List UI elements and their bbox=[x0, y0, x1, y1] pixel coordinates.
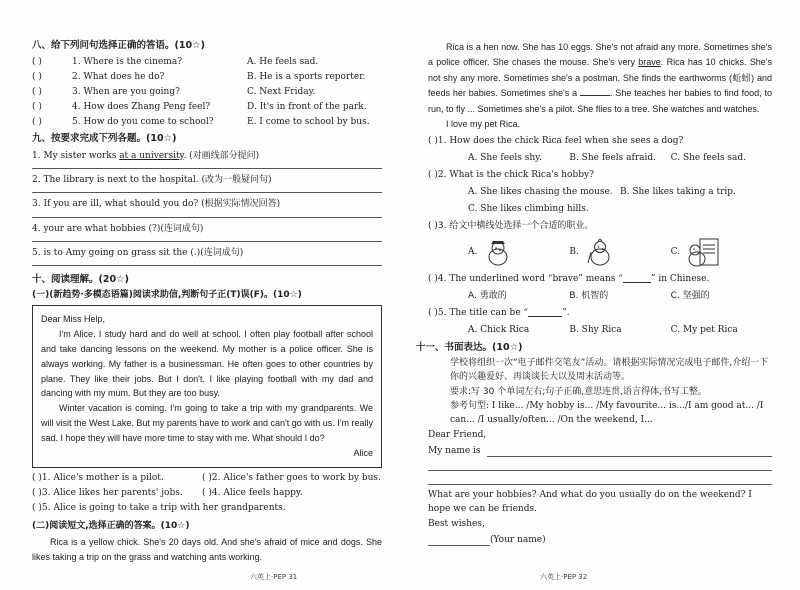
mcq-question-2: ( )2. What is the chick Rica's hobby? bbox=[428, 169, 594, 180]
mcq-question-1: ( )1. How does the chick Rica feel when she sees a dog? bbox=[428, 135, 684, 146]
matching-row: ( ) 3. When are you going? C. Next Friday. bbox=[32, 86, 316, 97]
page-footer-right: 六英上·PEP 32 bbox=[540, 573, 588, 582]
left-page bbox=[32, 40, 382, 566]
answer-line[interactable] bbox=[32, 168, 382, 169]
letter-signature: Alice bbox=[353, 447, 373, 458]
mcq-options-1: A. She feels shy. B. She feels afraid. C. She feels sad. bbox=[468, 152, 747, 163]
section-10-part1-title: (一)(新趋势·多模态语篇)阅读求助信,判断句子正(T)误(F)。(10☆) bbox=[32, 289, 302, 300]
section-8-title: 八、给下列问句选择正确的答语。(10☆) bbox=[32, 40, 205, 51]
page-footer-left: 六英上·PEP 31 bbox=[250, 573, 298, 582]
mcq-options-3-pictures bbox=[428, 235, 772, 271]
underlined-word-brave: brave bbox=[638, 57, 661, 68]
section-9-title: 九、按要求完成下列各题。(10☆) bbox=[32, 132, 177, 144]
writing-line[interactable] bbox=[428, 457, 772, 471]
answer-blank[interactable] bbox=[528, 309, 562, 317]
signature-row: (Your name) bbox=[428, 532, 772, 546]
matching-row: ( ) 5. How do you come to school? E. I come to school by bus. bbox=[32, 116, 370, 127]
answer-line[interactable] bbox=[32, 241, 382, 242]
right-page bbox=[416, 40, 773, 546]
s9-question-1: 1. My sister works at a university. (对画线部分提问) bbox=[32, 150, 260, 161]
my-name-row: My name is bbox=[428, 443, 772, 457]
mcq-question-5: ( )5. The title can be “ ”. bbox=[428, 307, 570, 318]
email-wishes: Best wishes, bbox=[428, 518, 485, 529]
rica-passage-end: I love my pet Rica. bbox=[446, 119, 521, 130]
mcq-options-4: A. 勇敢的 B. 机智的 C. 坚强的 bbox=[468, 290, 710, 301]
passage-blank[interactable] bbox=[580, 88, 610, 96]
answer-blank[interactable] bbox=[623, 275, 651, 283]
rica-passage-continued: Rica is a hen now. She has 10 eggs. She's not afraid any more. Sometimes she's a police officer. She chases the mouse. She's very brave. Rica has 10 chicks. She's not shy any more. Sometimes she's a postman. She finds the earthworms (蚯蚓) and feeds her babies. Sometimes she's a . She teaches her babies to find food, to run, to fly ... Sometimes she's a pilot. She flies to a tree. She watches and watches. bbox=[428, 42, 773, 114]
writing-sample-sentences: 参考句型: I like... /My hobby is... /My favourite... is.../I am good at... /I can... /I usually/often... /On the weekend, I... bbox=[450, 400, 764, 425]
mcq-options-2: A. She likes chasing the mouse. B. She likes taking a trip. bbox=[468, 186, 736, 197]
section-11 bbox=[416, 341, 772, 546]
option-a-picture[interactable]: A. bbox=[468, 238, 569, 268]
writing-instruction: 学校将组织一次“电子邮件交笔友”活动。请根据实际情况完成电子邮件,介绍一下你的兴趣爱好、再谈谈长大以及周末活动等。 bbox=[450, 357, 769, 382]
writing-line[interactable] bbox=[428, 471, 772, 485]
help-letter bbox=[32, 305, 382, 467]
email-closing-text: What are your hobbies? And what do you usually do on the weekend? I hope we can be friends. bbox=[428, 489, 752, 514]
writing-line[interactable] bbox=[487, 443, 772, 457]
s9-question-5: 5. is to Amy going on grass sit the (.)(连词成句) bbox=[32, 247, 244, 258]
matching-row: ( ) 1. Where is the cinema? A. He feels sad. bbox=[32, 56, 319, 67]
answer-line[interactable] bbox=[32, 217, 382, 218]
rica-passage-start: Rica is a yellow chick. She's 20 days old. And she's afraid of mice and dogs. She likes taking a trip on the grass and watching ants working. bbox=[32, 536, 382, 563]
email-greeting: Dear Friend, bbox=[428, 429, 487, 440]
police-officer-chick-icon bbox=[483, 238, 513, 268]
answer-line[interactable] bbox=[32, 192, 382, 193]
teacher-hen-icon bbox=[585, 238, 615, 268]
letter-paragraph: Winter vacation is coming. I'm going to take a trip with my grandparents. We will visit the West Lake. But my parents have to work and can't go with us. I'm really sad. I hope they will have more time to stay with me. What should I do? bbox=[41, 403, 373, 443]
section-8-rows bbox=[32, 55, 382, 130]
signature-line[interactable] bbox=[428, 532, 490, 546]
matching-row: ( ) 2. What does he do? B. He is a sports reporter. bbox=[32, 71, 366, 82]
mcq-question-3: ( )3. 给文中横线处选择一个合适的职业。 bbox=[428, 220, 594, 231]
option-b-picture[interactable]: B. bbox=[569, 238, 670, 268]
section-11-title: 十一、书面表达。(10☆) bbox=[416, 341, 523, 353]
answer-line[interactable] bbox=[32, 265, 382, 266]
mcq-options-2b: C. She likes climbing hills. bbox=[468, 203, 589, 214]
s9-question-3: 3. If you are ill, what should you do? (根据实际情况回答) bbox=[32, 199, 281, 210]
s9-question-2: 2. The library is next to the hospital. (改为一般疑问句) bbox=[32, 175, 272, 185]
letter-paragraph: I'm Alice. I study hard and do well at school. I often play football after school and take dancing lessons on the weekend. My mother is a police officer. She is always working. My father is a businessman. He often goes to other countries by plane. They like their jobs. But I don't. I like playing football with my dad and dancing with my mum. But they are too busy. bbox=[41, 328, 373, 399]
section-10-title: 十、阅读理解。(20☆) bbox=[32, 274, 129, 285]
s9-question-4: 4. your are what hobbies (?)(连词成句) bbox=[32, 223, 204, 234]
section-10-part2-title: (二)阅读短文,选择正确的答案。(10☆) bbox=[32, 520, 190, 531]
letter-greeting: Dear Miss Help, bbox=[41, 314, 106, 325]
tf-row: ( )5. Alice is going to take a trip with her grandparents. bbox=[32, 503, 286, 514]
option-c-picture[interactable]: C. bbox=[671, 237, 772, 269]
matching-row: ( ) 4. How does Zhang Peng feel? D. It's in front of the park. bbox=[32, 101, 367, 112]
chick-with-book-icon bbox=[686, 237, 720, 269]
tf-row: ( )1. Alice's mother is a pilot. ( )2. Alice's father goes to work by bus. bbox=[32, 473, 381, 484]
mcq-question-4: ( )4. The underlined word “brave” means “ ” in Chinese. bbox=[428, 273, 710, 284]
tf-row: ( )3. Alice likes her parents' jobs. ( )4. Alice feels happy. bbox=[32, 488, 303, 499]
writing-requirement: 要求:写 30 个单词左右;句子正确,意思连贯,语言得体,书写工整。 bbox=[450, 386, 707, 397]
mcq-options-5: A. Chick Rica B. Shy Rica C. My pet Rica bbox=[468, 324, 738, 335]
